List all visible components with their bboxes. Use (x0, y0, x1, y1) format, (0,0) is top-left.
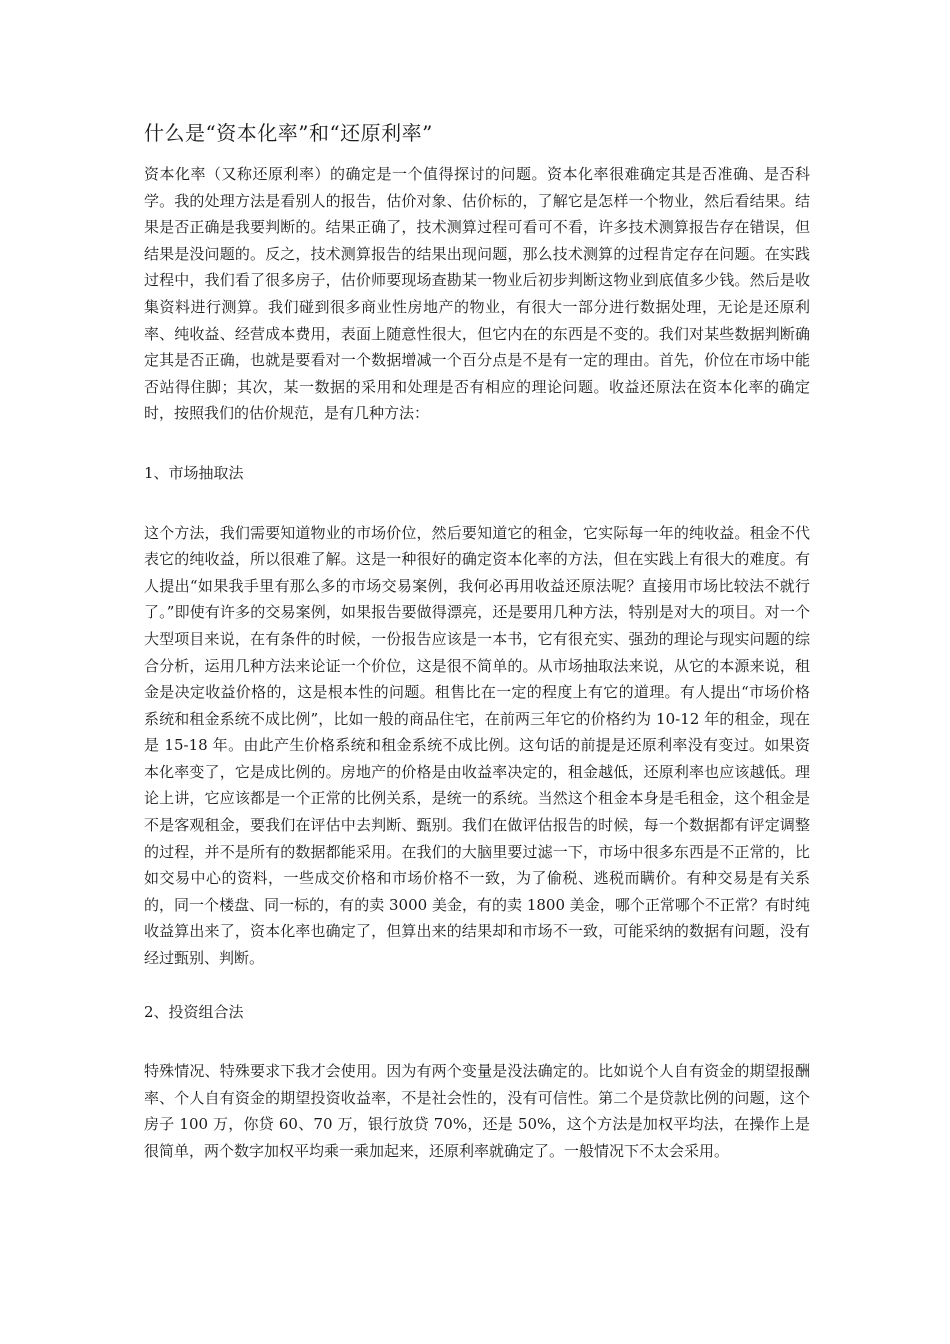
section-body-market-extraction: 这个方法，我们需要知道物业的市场价位，然后要知道它的租金，它实际每一年的纯收益。租金不代表它的纯收益，所以很难了解。这是一种很好的确定资本化率的方法，但在实践上有很大的难度。有人提出“如果我手里有那么多的市场交易案例，我何必再用收益还原法呢？直接用市场比较法不就行了。”即使有许多的交易案例，如果报告要做得漂亮，还是要用几种方法，特别是对大的项目。对一个大型项目来说，在有条件的时候，一份报告应该是一本书，它有很充实、强劲的理论与现实问题的综合分析，运用几种方法来论证一个价位，这是很不简单的。从市场抽取法来说，从它的本源来说，租金是决定收益价格的，这是根本性的问题。租售比在一定的程度上有它的道理。有人提出“市场价格系统和租金系统不成比例”，比如一般的商品住宅，在前两三年它的价格约为 10-12 年的租金，现在是 15-18 年。由此产生价格系统和租金系统不成比例。这句话的前提是还原利率没有变过。如果资本化率变了，它是成比例的。房地产的价格是由收益率决定的，租金越低，还原利率也应该越低。理论上讲，它应该都是一个正常的比例关系，是统一的系统。当然这个租金本身是毛租金，这个租金是不是客观租金，要我们在评估中去判断、甄别。我们在做评估报告的时候，每一个数据都有评定调整的过程，并不是所有的数据都能采用。在我们的大脑里要过滤一下，市场中很多东西是不正常的，比如交易中心的资料，一些成交价格和市场价格不一致，为了偷税、逃税而瞒价。有种交易是有关系的，同一个楼盘、同一标的，有的卖 3000 美金，有的卖 1800 美金，哪个正常哪个不正常？有时纯收益算出来了，资本化率也确定了，但算出来的结果却和市场不一致，可能采纳的数据有问题，没有经过甄别、判断。 (144, 523, 810, 968)
intro-paragraph: 资本化率（又称还原利率）的确定是一个值得探讨的问题。资本化率很难确定其是否准确、是否科学。我的处理方法是看别人的报告，估价对象、估价标的，了解它是怎样一个物业，然后看结果。结果是否正确是我要判断的。结果正确了，技术测算过程可看可不看，许多技术测算报告存在错误，但结果是没问题的。反之，技术测算报告的结果出现问题，那么技术测算的过程肯定存在问题。在实践过程中，我们看了很多房子，估价师要现场查勘某一物业后初步判断这物业到底值多少钱。然后是收集资料进行测算。我们碰到很多商业性房地产的物业，有很大一部分进行数据处理，无论是还原利率、纯收益、经营成本费用，表面上随意性很大，但它内在的东西是不变的。我们对某些数据判断确定其是否正确，也就是要看对一个数据增减一个百分点是不是有一定的理由。首先，价位在市场中能否站得住脚；其次，某一数据的采用和处理是否有相应的理论问题。收益还原法在资本化率的确定时，按照我们的估价规范，是有几种方法： (144, 165, 810, 423)
section-heading-market-extraction: 1、市场抽取法 (144, 463, 244, 482)
document-body (144, 118, 810, 1165)
spacer (144, 487, 810, 520)
document-title: 什么是“资本化率”和“还原利率” (144, 121, 433, 145)
spacer (144, 972, 810, 999)
section-heading-investment-portfolio: 2、投资组合法 (144, 1002, 244, 1021)
section-body-investment-portfolio: 特殊情况、特殊要求下我才会使用。因为有两个变量是没法确定的。比如说个人自有资金的期望报酬率、个人自有资金的期望投资收益率，不是社会性的，没有可信性。第二个是贷款比例的问题，这个房子 100 万，你贷 60、70 万，银行放贷 70%，还是 50%，这个方法是加权平均法，在操作上是很简单，两个数字加权平均乘一乘加起来，还原利率就确定了。一般情况下不太会采用。 (144, 1062, 810, 1160)
spacer (144, 427, 810, 460)
spacer (144, 1025, 810, 1058)
